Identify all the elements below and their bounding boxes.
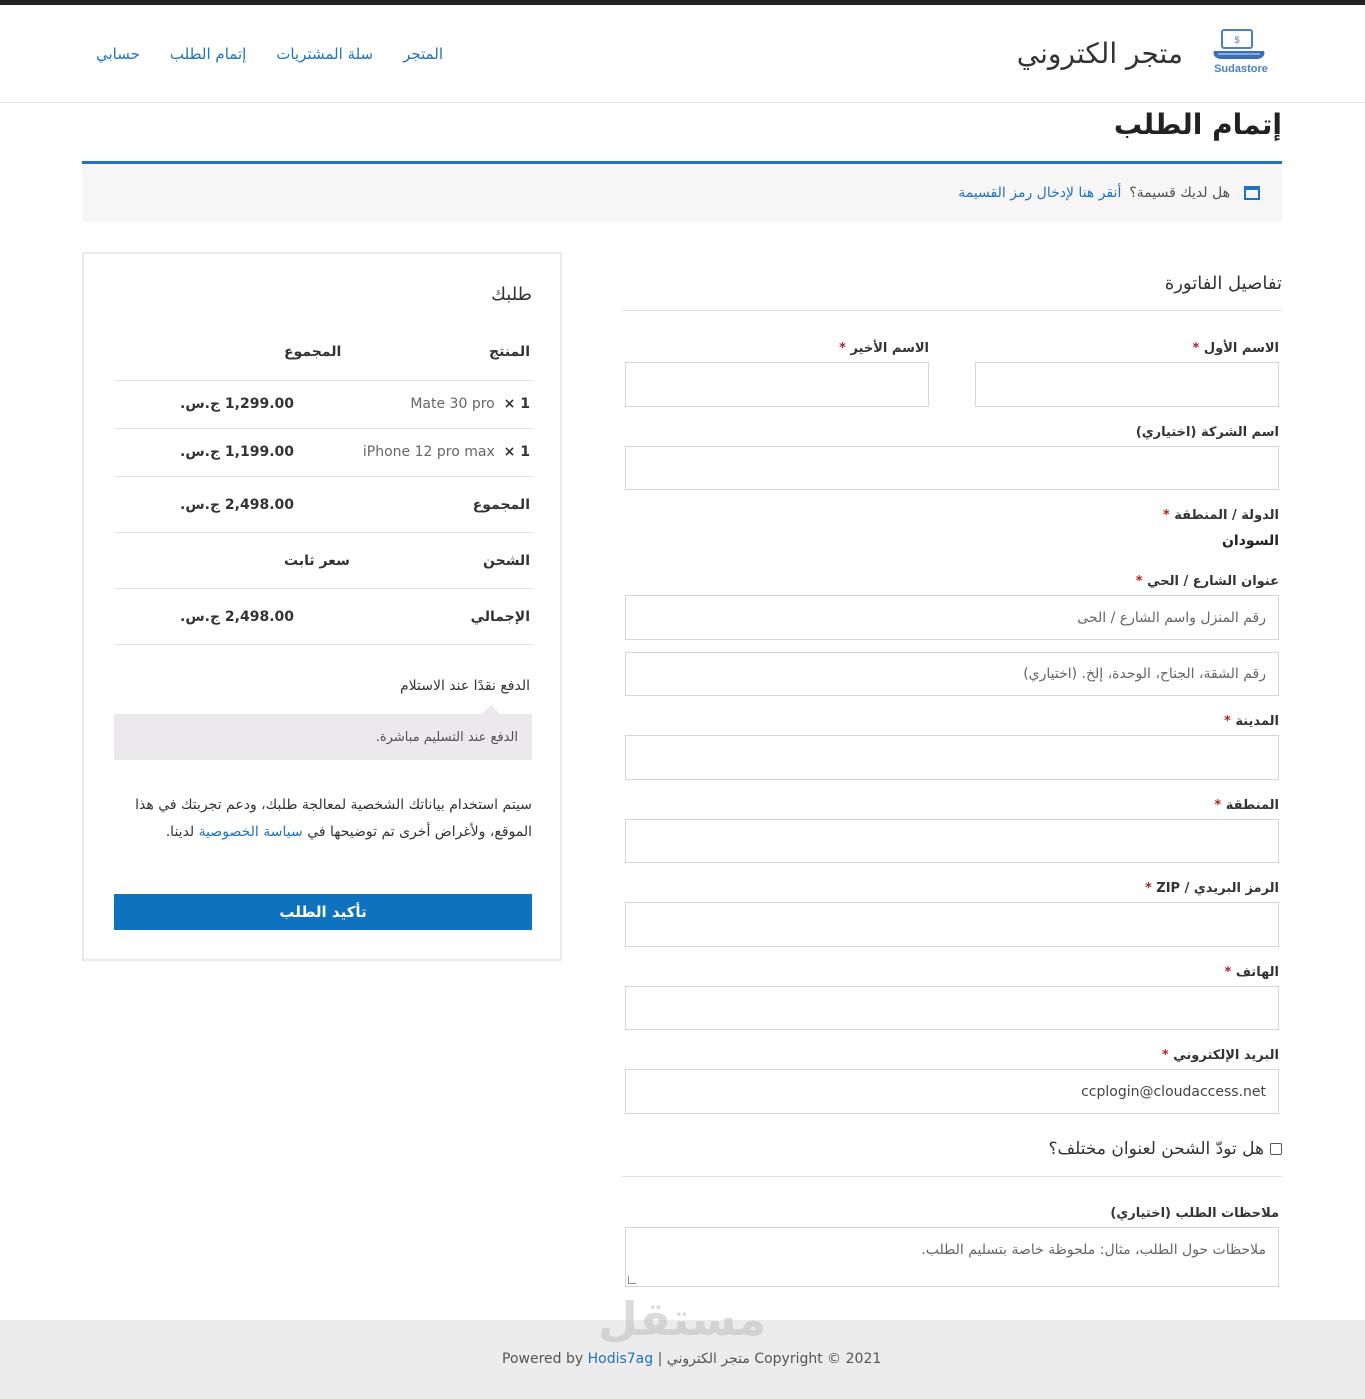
address-line1-field[interactable] <box>625 595 1279 640</box>
page-title: إتمام الطلب <box>1113 108 1282 141</box>
site-logo[interactable] <box>1208 27 1274 79</box>
country-value: السودان <box>1221 533 1279 549</box>
resize-handle-icon[interactable] <box>628 1276 636 1284</box>
order-title: طلبك <box>491 284 532 305</box>
product-name: 1 × Mate 30 pro <box>410 396 530 412</box>
ship-different-address[interactable] <box>1049 1139 1282 1159</box>
city-field[interactable] <box>625 735 1279 780</box>
col-total: المجموع <box>284 344 342 360</box>
zip-field[interactable] <box>625 902 1279 947</box>
coupon-link[interactable]: أنقر هنا لإدخال رمز القسيمة <box>958 185 1122 201</box>
company-label: اسم الشركة (اختياري) <box>1135 425 1279 440</box>
email-value: ccplogin@cloudaccess.net <box>1081 1083 1266 1100</box>
divider <box>622 310 1282 311</box>
svg-text:$: $ <box>1234 35 1240 45</box>
shipping-row <box>114 533 532 589</box>
shipping-value: سعر ثابت <box>284 553 350 569</box>
product-total: 1,199.00 ج.س. <box>180 444 295 460</box>
country-label: الدولة / المنطقة * <box>1162 508 1279 523</box>
watermark-logo: مستقل <box>598 1292 767 1346</box>
address-line1-placeholder: رقم المنزل واسم الشارع / الحى <box>1077 609 1266 626</box>
payment-method-cod[interactable]: الدفع نقدًا عند الاستلام <box>400 678 530 694</box>
nav-cart[interactable]: سلة المشتريات <box>276 45 374 63</box>
phone-field[interactable] <box>625 986 1279 1030</box>
first-name-label: الاسم الأول * <box>1192 341 1279 356</box>
state-label: المنطقة * <box>1214 798 1279 813</box>
last-name-label: الاسم الأخير * <box>839 341 929 356</box>
order-notes-label: ملاحظات الطلب (اختياري) <box>1110 1206 1279 1221</box>
site-footer <box>0 1292 1365 1399</box>
coupon-question: هل لديك قسيمة؟ <box>1129 185 1230 201</box>
zip-label: الرمز البريدي / ZIP * <box>1144 881 1279 896</box>
product-name: 1 × iPhone 12 pro max <box>362 444 530 460</box>
privacy-notice: سيتم استخدام بياناتك الشخصية لمعالجة طلبك، ودعم تجربتك في هذا الموقع، ولأغراض أخرى تم توضيحها في سياسة الخصوصية لدينا. <box>135 797 532 840</box>
ship-different-checkbox[interactable] <box>1270 1143 1282 1155</box>
copyright-text: Copyright © 2021 متجر الكتروني | <box>657 1351 882 1367</box>
product-total: 1,299.00 ج.س. <box>180 396 295 412</box>
divider <box>622 1176 1282 1177</box>
phone-label: الهاتف * <box>1224 965 1279 980</box>
author-link[interactable]: Hodis7ag <box>587 1351 654 1367</box>
email-field[interactable] <box>625 1069 1279 1114</box>
payment-description-box <box>114 714 532 760</box>
place-order-button[interactable]: تأكيد الطلب <box>114 894 532 930</box>
main-nav <box>96 45 443 63</box>
nav-checkout[interactable]: إتمام الطلب <box>169 45 247 63</box>
subtotal-value: 2,498.00 ج.س. <box>180 497 295 513</box>
address-label: عنوان الشارع / الحي * <box>1135 574 1279 589</box>
shipping-label: الشحن <box>483 553 530 569</box>
billing-title: تفاصيل الفاتورة <box>1164 273 1282 294</box>
table-row <box>114 429 532 477</box>
total-row <box>114 589 532 645</box>
ship-different-label: هل تودّ الشحن لعنوان مختلف؟ <box>1048 1139 1264 1159</box>
footer-credits: Powered by Hodis7ag Copyright © 2021 متجر الكتروني | <box>502 1351 882 1367</box>
privacy-policy-link[interactable]: سياسة الخصوصية <box>198 824 303 840</box>
site-title[interactable]: متجر الكتروني <box>1016 37 1183 70</box>
coupon-notice <box>82 161 1282 222</box>
subtotal-row <box>114 477 532 533</box>
laptop-cart-icon <box>1208 27 1274 67</box>
first-name-field[interactable] <box>975 362 1279 407</box>
order-notes-placeholder: ملاحظات حول الطلب، مثال: ملحوظة خاصة بتسليم الطلب. <box>921 1242 1266 1258</box>
col-product: المنتج <box>489 344 530 360</box>
state-field[interactable] <box>625 819 1279 863</box>
company-field[interactable] <box>625 446 1279 490</box>
city-label: المدينة * <box>1224 714 1279 729</box>
order-table-header <box>114 334 532 381</box>
total-value: 2,498.00 ج.س. <box>180 609 295 625</box>
site-header <box>0 5 1365 103</box>
last-name-field[interactable] <box>625 362 929 407</box>
order-notes-field[interactable] <box>625 1227 1279 1287</box>
nav-my-account[interactable]: حسابي <box>96 45 140 63</box>
table-row <box>114 381 532 429</box>
logo-text: Sudastore <box>1214 63 1268 75</box>
nav-shop[interactable]: المتجر <box>403 45 444 63</box>
email-label: البريد الإلكتروني * <box>1161 1048 1279 1063</box>
address-line2-placeholder: رقم الشقة، الجناح، الوحدة، إلخ. (اختياري) <box>1023 666 1266 682</box>
payment-description: الدفع عند التسليم مباشرة. <box>375 730 518 745</box>
window-icon <box>1244 186 1260 200</box>
subtotal-label: المجموع <box>472 497 530 513</box>
total-label: الإجمالي <box>470 609 530 625</box>
order-review <box>82 252 562 961</box>
address-line2-field[interactable] <box>625 652 1279 696</box>
